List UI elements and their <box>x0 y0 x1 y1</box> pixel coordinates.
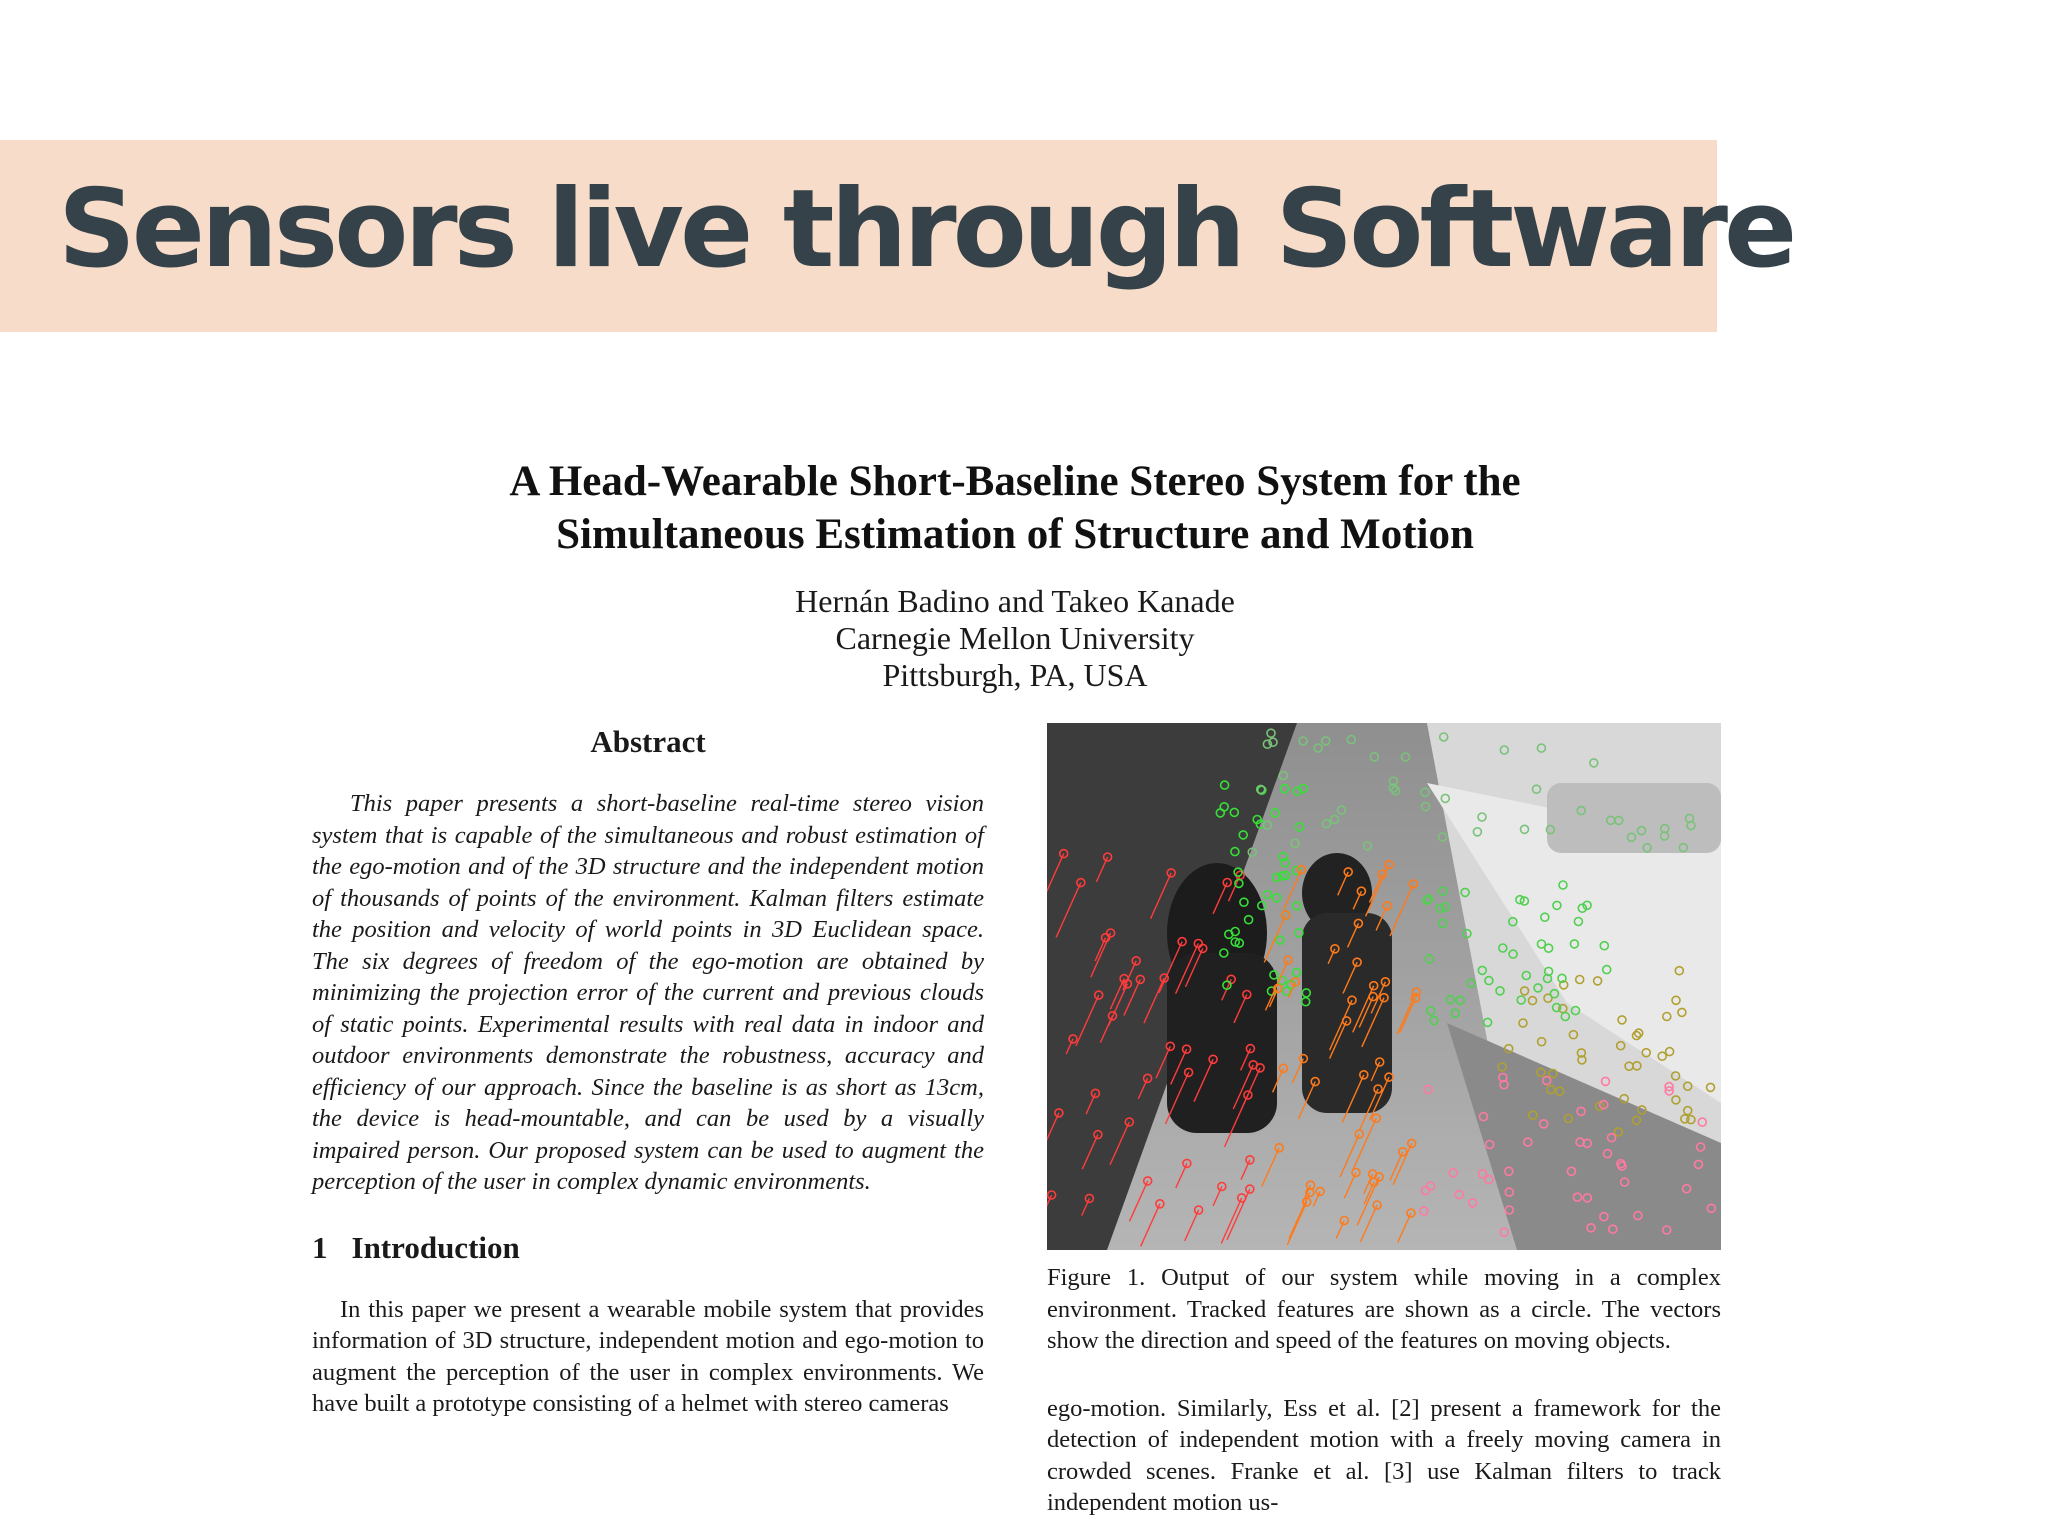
section-number: 1 <box>312 1229 328 1265</box>
tracked-features-photo <box>1047 723 1721 1250</box>
introduction-text: In this paper we present a wearable mobile system that provides information of 3D structure, independent motion and ego-motion to augment the perception of the user in complex environments. We have built a prototype consisting of a helmet with stereo cameras <box>312 1295 984 1417</box>
section-title: Introduction <box>351 1229 520 1265</box>
section-heading-introduction <box>312 1226 984 1270</box>
paper-title-line-1: A Head-Wearable Short-Baseline Stereo System for the <box>509 458 1521 505</box>
abstract-heading: Abstract <box>590 724 706 759</box>
author-block <box>300 583 1730 694</box>
abstract-text: This paper presents a short-baseline real-time stereo vision system that is capable of the simultaneous and robust estimation of the ego-motion and of the 3D structure and the independent motion of thousands of points of the environment. Kalman filters estimate the position and velocity of world points in 3D Euclidean space. The six degrees of freedom of the ego-motion are obtained by minimizing the projection error of the current and previous clouds of static points. Experimental results with real data in indoor and outdoor environments demonstrate the robustness, accuracy and efficiency of our approach. Since the baseline is as short as 13cm, the device is head-mountable, and can be used by a visually impaired person. Our proposed system can be used to augment the perception of the user in complex dynamic environments. <box>312 790 984 1195</box>
paper-title-line-2: Simultaneous Estimation of Structure and Motion <box>556 511 1474 558</box>
authors: Hernán Badino and Takeo Kanade <box>795 583 1235 619</box>
right-column <box>1047 723 1721 1519</box>
left-column <box>312 720 984 1420</box>
affiliation: Carnegie Mellon University <box>835 620 1195 656</box>
figure-1-image <box>1047 723 1721 1250</box>
figure-caption: Figure 1. Output of our system while moving in a complex environment. Tracked features are shown as a circle. The vectors show the direction and speed of the features on moving objects. <box>1047 1264 1721 1354</box>
paper-title <box>300 455 1730 561</box>
location: Pittsburgh, PA, USA <box>882 657 1148 693</box>
right-column-text: ego-motion. Similarly, Ess et al. [2] present a framework for the detection of independent motion with a freely moving camera in crowded scenes. Franke et al. [3] use Kalman filters to track independent motion us- <box>1047 1394 1721 1516</box>
slide-title: Sensors live through Software <box>58 167 1794 292</box>
